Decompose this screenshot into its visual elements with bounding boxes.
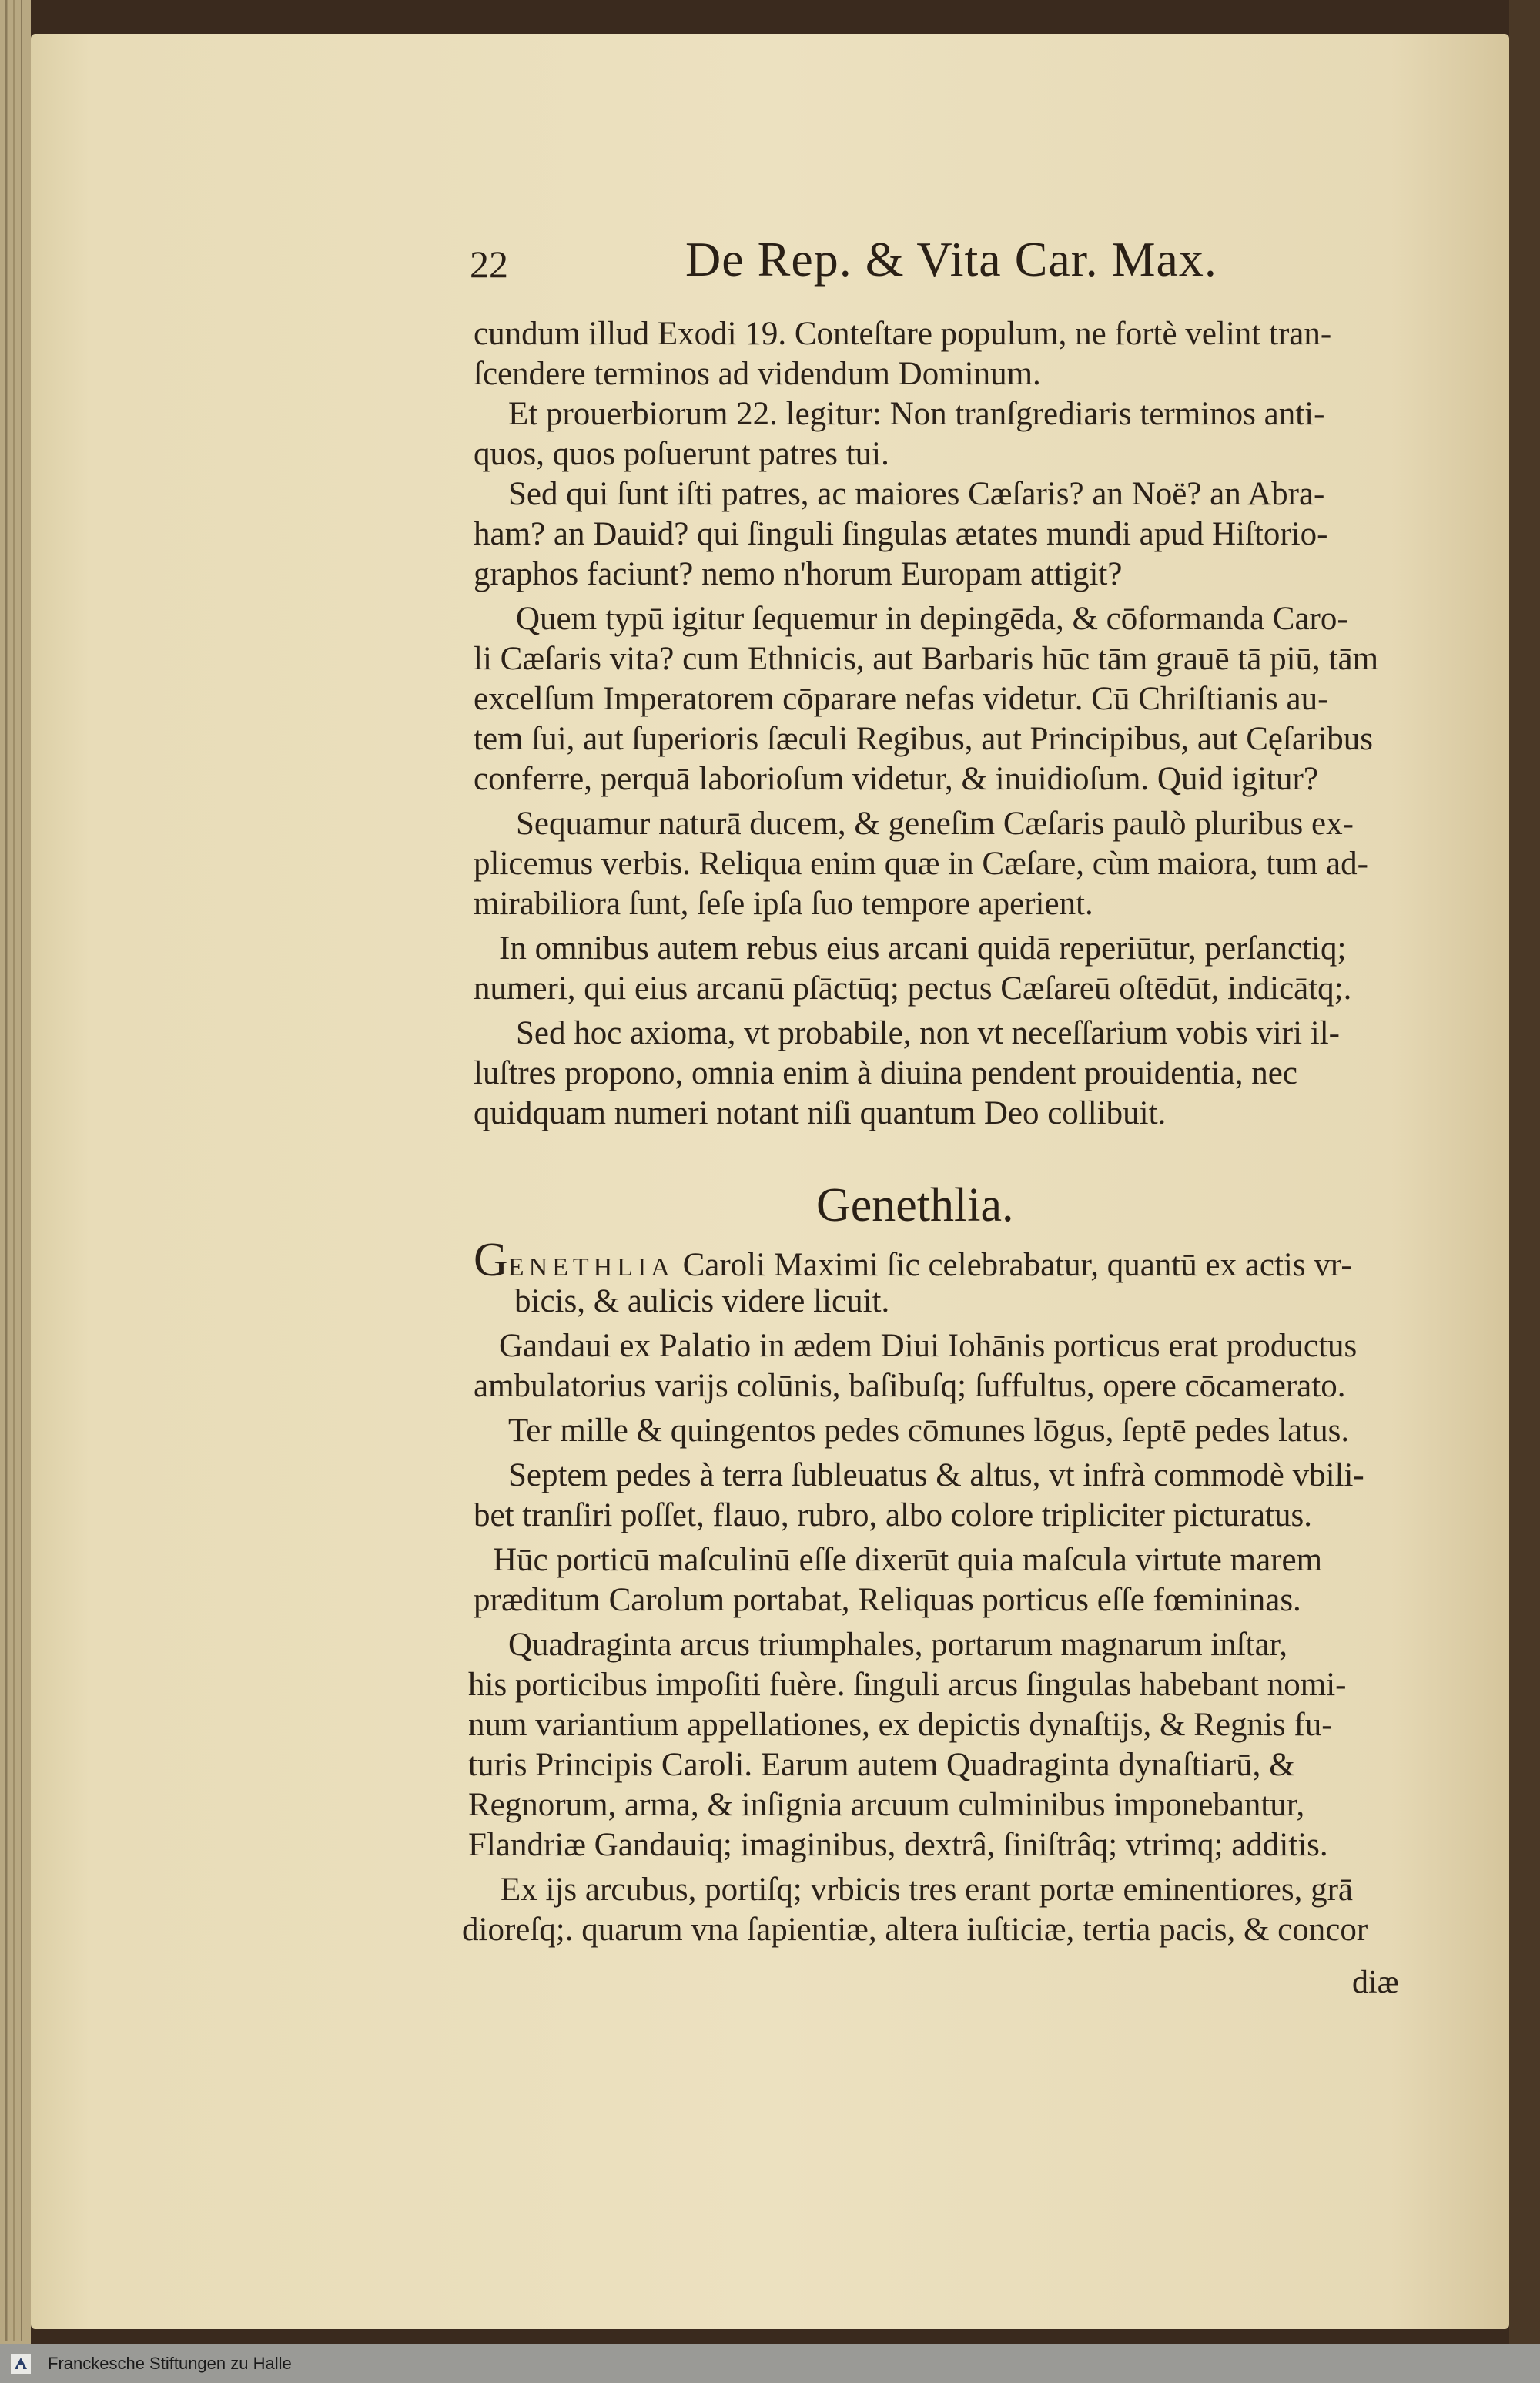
text-line: numeri, qui eius arcanū pſāctūq; pectus Cæſareū oſtēdūt, indicātq;. bbox=[474, 970, 1352, 1007]
running-header bbox=[470, 231, 1294, 293]
page-number: 22 bbox=[470, 243, 508, 286]
text-line: Ter mille & quingentos pedes cōmunes lōgus, ſeptē pedes latus. bbox=[508, 1413, 1350, 1449]
text-line: tem ſui, aut ſuperioris ſæculi Regibus, aut Principibus, aut Cęſaribus bbox=[474, 721, 1374, 757]
text-line: Hūc porticū maſculinū eſſe dixerūt quia maſcula virtute marem bbox=[493, 1542, 1323, 1578]
text-line: ſcendere terminos ad videndum Dominum. bbox=[474, 356, 1041, 392]
library-logo-icon bbox=[11, 2354, 31, 2374]
text-line: Septem pedes à terra ſubleuatus & altus, vt infrà commodè vbili- bbox=[508, 1457, 1364, 1493]
text-line: excelſum Imperatorem cōparare nefas videtur. Cū Chriſtianis au- bbox=[474, 681, 1329, 717]
text-line: Quadraginta arcus triumphales, portarum magnarum inſtar, bbox=[508, 1627, 1288, 1663]
running-title: De Rep. & Vita Car. Max. bbox=[685, 232, 1217, 287]
first-line-rest: Caroli Maximi ſic celebrabatur, quantū ex actis vr- bbox=[674, 1247, 1352, 1283]
text-line: cundum illud Exodi 19. Conteſtare populum, ne fortè velint tran- bbox=[474, 316, 1332, 352]
text-line: plicemus verbis. Reliqua enim quæ in Cæſare, cùm maiora, tum ad- bbox=[474, 846, 1368, 882]
text-line: Et prouerbiorum 22. legitur: Non tranſgrediaris terminos anti- bbox=[508, 396, 1325, 432]
text-line: num variantium appellationes, ex depictis dynaſtijs, & Regnis fu- bbox=[468, 1707, 1333, 1743]
catchword: diæ bbox=[1352, 1965, 1399, 2000]
text-line: Quem typū igitur ſequemur in depingēda, & cōformanda Caro- bbox=[516, 601, 1348, 637]
text-line: Gandaui ex Palatio in ædem Diui Iohānis porticus erat productus bbox=[499, 1328, 1358, 1364]
small-caps-word: ENETHLIA bbox=[507, 1253, 675, 1282]
library-credit: Franckesche Stiftungen zu Halle bbox=[48, 2354, 292, 2373]
text-line: conferre, perquā laborioſum videtur, & inuidioſum. Quid igitur? bbox=[474, 761, 1318, 797]
text-line: Regnorum, arma, & inſignia arcuum culminibus imponebantur, bbox=[468, 1787, 1305, 1823]
text-line: ham? an Dauid? qui ſinguli ſingulas ætates mundi apud Hiſtorio- bbox=[474, 516, 1328, 552]
text-line: luſtres propono, omnia enim à diuina pendent prouidentia, nec bbox=[474, 1055, 1297, 1091]
text-line: graphos faciunt? nemo n'horum Europam attigit? bbox=[474, 556, 1123, 592]
text-line: dioreſq;. quarum vna ſapientiæ, altera iuſticiæ, tertia pacis, & concor bbox=[462, 1912, 1368, 1948]
text-line: Flandriæ Gandauiq; imaginibus, dextrâ, ſiniſtrâq; vtrimq; additis. bbox=[468, 1827, 1328, 1863]
text-line: Sed qui ſunt iſti patres, ac maiores Cæſaris? an Noë? an Abra- bbox=[508, 476, 1325, 512]
genethlia-first-line bbox=[474, 1234, 1352, 1288]
text-line: bet tranſiri poſſet, flauo, rubro, albo colore tripliciter picturatus. bbox=[474, 1497, 1312, 1533]
text-line: his porticibus impoſiti fuère. ſinguli arcus ſingulas habebant nomi- bbox=[468, 1667, 1347, 1703]
section-heading: Genethlia. bbox=[816, 1179, 1014, 1232]
text-line: quos, quos poſuerunt patres tui. bbox=[474, 436, 889, 472]
text-line: Sed hoc axioma, vt probabile, non vt neceſſarium vobis viri il- bbox=[516, 1015, 1340, 1051]
text-line: ambulatorius varijs colūnis, baſibuſq; ſuffultus, opere cōcamerato. bbox=[474, 1368, 1346, 1404]
text-line: bicis, & aulicis videre licuit. bbox=[514, 1283, 890, 1319]
drop-initial: G bbox=[474, 1234, 508, 1286]
text-line: li Cæſaris vita? cum Ethnicis, aut Barbaris hūc tām grauē tā piū, tām bbox=[474, 641, 1379, 677]
text-line: quidquam numeri notant niſi quantum Deo collibuit. bbox=[474, 1095, 1167, 1131]
text-line: mirabiliora ſunt, ſeſe ipſa ſuo tempore aperient. bbox=[474, 886, 1093, 922]
text-line: Ex ijs arcubus, portiſq; vrbicis tres erant portæ eminentiores, grā bbox=[500, 1872, 1353, 1908]
text-line: Sequamur naturā ducem, & geneſim Cæſaris paulò pluribus ex- bbox=[516, 806, 1354, 842]
footer-bar bbox=[0, 2344, 1540, 2383]
text-line: præditum Carolum portabat, Reliquas porticus eſſe fœmininas. bbox=[474, 1582, 1301, 1618]
text-line: In omnibus autem rebus eius arcani quidā reperiūtur, perſanctiq; bbox=[499, 930, 1347, 967]
text-line: turis Principis Caroli. Earum autem Quadraginta dynaſtiarū, & bbox=[468, 1747, 1295, 1783]
